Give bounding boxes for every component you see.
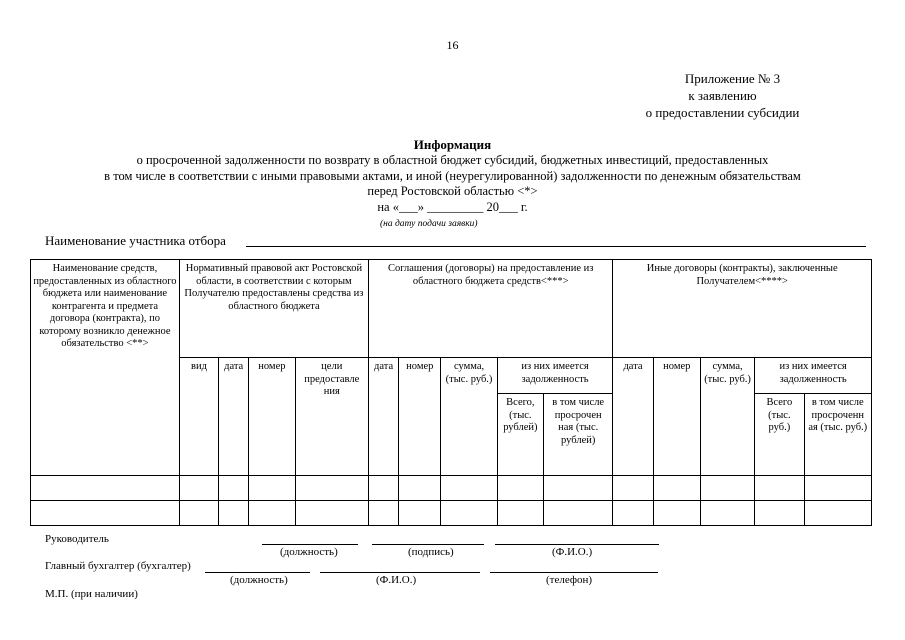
table-row	[31, 501, 872, 526]
table-cell[interactable]	[700, 476, 754, 501]
header-other-group: Иные договоры (контракты), заключенные Получателем<****>	[613, 260, 872, 358]
table-cell[interactable]	[179, 501, 218, 526]
header-act-number: номер	[249, 358, 295, 476]
subtitle-line2: в том числе в соответствии с иными правовыми актами, и иной (неурегулированной) задолженности по денежным обязательствам	[104, 168, 801, 183]
head-fio-caption: (Ф.И.О.)	[552, 546, 593, 558]
debt-table	[30, 259, 872, 526]
table-cell[interactable]	[249, 501, 295, 526]
table-cell[interactable]	[755, 501, 804, 526]
date-line: на «___» _________ 20___ г.	[377, 199, 528, 214]
table-row	[31, 476, 872, 501]
document-title: Информация	[413, 137, 492, 152]
header-agr-debt-overdue: в том числе просрочен ная (тыс. рублей)	[543, 394, 612, 476]
header-other-date: дата	[613, 358, 653, 476]
head-label: Руководитель	[45, 533, 109, 545]
header-agr-date: дата	[368, 358, 398, 476]
appendix-line3: о предоставлении субсидии	[645, 105, 800, 120]
header-act-type: вид	[179, 358, 218, 476]
header-act-purpose: цели предоставле ния	[295, 358, 368, 476]
accountant-label: Главный бухгалтер (бухгалтер)	[45, 560, 191, 572]
head-position-field[interactable]	[262, 544, 358, 545]
head-signature-caption: (подпись)	[408, 546, 454, 558]
table-cell[interactable]	[804, 501, 872, 526]
acc-fio-field[interactable]	[320, 572, 480, 573]
header-agr-number: номер	[399, 358, 441, 476]
table-cell[interactable]	[497, 501, 543, 526]
header-agr-debt-total: Всего, (тыс. рублей)	[497, 394, 543, 476]
table-cell[interactable]	[399, 476, 441, 501]
table-cell[interactable]	[653, 501, 700, 526]
table-cell[interactable]	[755, 476, 804, 501]
table-cell[interactable]	[543, 501, 612, 526]
table-cell[interactable]	[219, 476, 249, 501]
acc-fio-caption: (Ф.И.О.)	[376, 574, 417, 586]
table-cell[interactable]	[295, 501, 368, 526]
appendix-line2: к заявлению	[688, 88, 757, 103]
participant-name-field[interactable]	[246, 246, 866, 247]
table-cell[interactable]	[179, 476, 218, 501]
header-funds: Наименование средств, предоставленных из областного бюджета или наименование контрагента и предмета договора (контракта), по которому возникло денежное обязательство <**>	[31, 260, 180, 476]
table-cell[interactable]	[295, 476, 368, 501]
table-cell[interactable]	[368, 501, 398, 526]
table-cell[interactable]	[613, 501, 653, 526]
acc-position-field[interactable]	[205, 572, 310, 573]
table-cell[interactable]	[700, 501, 754, 526]
header-other-debt: из них имеется задолженность	[755, 358, 872, 394]
table-cell[interactable]	[368, 476, 398, 501]
date-note: (на дату подачи заявки)	[380, 219, 478, 229]
header-agreements-group: Соглашения (договоры) на предоставление из областного бюджета средств<***>	[368, 260, 612, 358]
document-subtitle	[0, 153, 905, 215]
head-fio-field[interactable]	[495, 544, 659, 545]
table-cell[interactable]	[804, 476, 872, 501]
subtitle-line1: о просроченной задолженности по возврату в областной бюджет субсидий, бюджетных инвестиций, предоставленных	[136, 153, 769, 167]
table-cell[interactable]	[399, 501, 441, 526]
appendix-number: Приложение № 3	[684, 71, 781, 86]
acc-position-caption: (должность)	[230, 574, 288, 586]
seal-label: М.П. (при наличии)	[45, 588, 138, 600]
table-cell[interactable]	[31, 476, 180, 501]
table-cell[interactable]	[441, 476, 497, 501]
table-cell[interactable]	[31, 501, 180, 526]
participant-label: Наименование участника отбора	[45, 233, 226, 248]
table-cell[interactable]	[497, 476, 543, 501]
table-cell[interactable]	[219, 501, 249, 526]
page-number: 16	[446, 38, 459, 52]
header-other-debt-total: Всего (тыс. руб.)	[755, 394, 804, 476]
header-other-sum: сумма, (тыс. руб.)	[700, 358, 754, 476]
table-cell[interactable]	[543, 476, 612, 501]
acc-phone-caption: (телефон)	[546, 574, 593, 586]
acc-phone-field[interactable]	[490, 572, 658, 573]
table-cell[interactable]	[613, 476, 653, 501]
head-position-caption: (должность)	[280, 546, 338, 558]
header-agr-sum: сумма, (тыс. руб.)	[441, 358, 497, 476]
header-other-number: номер	[653, 358, 700, 476]
header-act-group: Нормативный правовой акт Ростовской области, в соответствии с которым Получателю предоставлены средства из областного бюджета	[179, 260, 368, 358]
table-cell[interactable]	[441, 501, 497, 526]
table-cell[interactable]	[249, 476, 295, 501]
subtitle-line3: перед Ростовской областью <*>	[367, 184, 538, 198]
header-act-date: дата	[219, 358, 249, 476]
appendix-header	[600, 70, 845, 121]
table-cell[interactable]	[653, 476, 700, 501]
head-signature-field[interactable]	[372, 544, 484, 545]
header-other-debt-overdue: в том числе просроченн ая (тыс. руб.)	[804, 394, 872, 476]
header-agr-debt: из них имеется задолженность	[497, 358, 613, 394]
